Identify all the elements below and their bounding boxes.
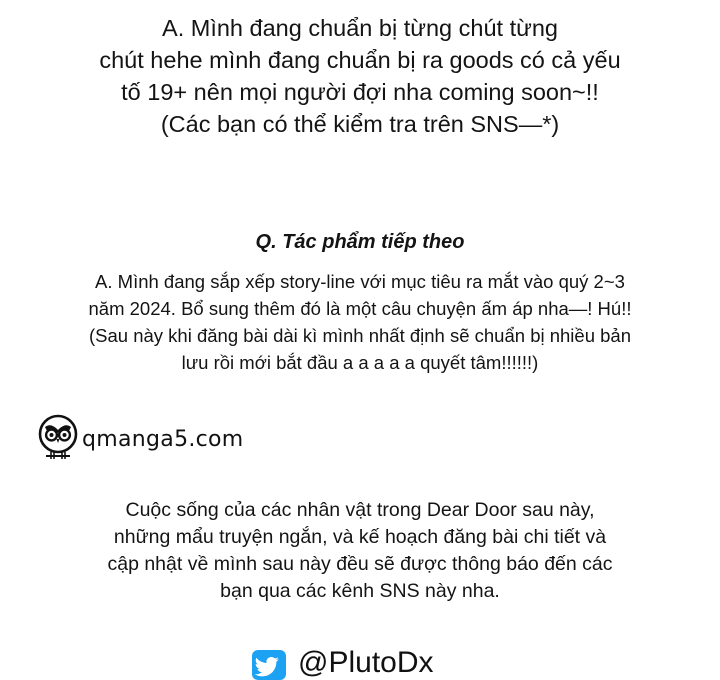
- owl-icon: [36, 414, 80, 460]
- site-watermark: [36, 414, 244, 460]
- announcement-line: bạn qua các kênh SNS này nha.: [220, 580, 500, 602]
- answer-1-line: tố 19+ nên mọi người đợi nha coming soon~!!: [121, 79, 599, 105]
- answer-2-line: A. Mình đang sắp xếp story-line với mục tiêu ra mắt vào quý 2~3: [95, 271, 625, 292]
- announcement-line: Cuộc sống của các nhân vật trong Dear Door sau này,: [125, 499, 595, 521]
- twitter-account: [252, 646, 434, 680]
- answer-2-paragraph: [0, 268, 720, 376]
- announcement-paragraph: [0, 497, 720, 605]
- answer-2-line: (Sau này khi đăng bài dài kì mình nhất định sẽ chuẩn bị nhiều bản: [88, 325, 632, 346]
- announcement-line: cập nhật về mình sau này đều sẽ được thông báo đến các: [107, 553, 613, 575]
- answer-1-line: (Các bạn có thể kiểm tra trên SNS—*): [160, 111, 560, 137]
- announcement-line: những mẩu truyện ngắn, và kế hoạch đăng bài chi tiết và: [113, 526, 607, 548]
- question-2-text: Q. Tác phẩm tiếp theo: [255, 231, 465, 253]
- answer-2-line: lưu rồi mới bắt đầu a a a a a quyết tâm!!!!!!): [181, 352, 539, 373]
- watermark-text: qmanga5.com: [82, 426, 244, 452]
- twitter-handle[interactable]: @PlutoDx: [298, 646, 434, 679]
- answer-2-line: năm 2024. Bổ sung thêm đó là một câu chuyện ấm áp nha—! Hú!!: [88, 298, 632, 319]
- question-2-heading: [0, 228, 720, 256]
- twitter-icon: [252, 650, 286, 680]
- answer-1-paragraph: [0, 12, 720, 140]
- answer-1-line: A. Mình đang chuẩn bị từng chút từng: [162, 15, 558, 41]
- answer-1-line: chút hehe mình đang chuẩn bị ra goods có cả yếu: [99, 47, 621, 73]
